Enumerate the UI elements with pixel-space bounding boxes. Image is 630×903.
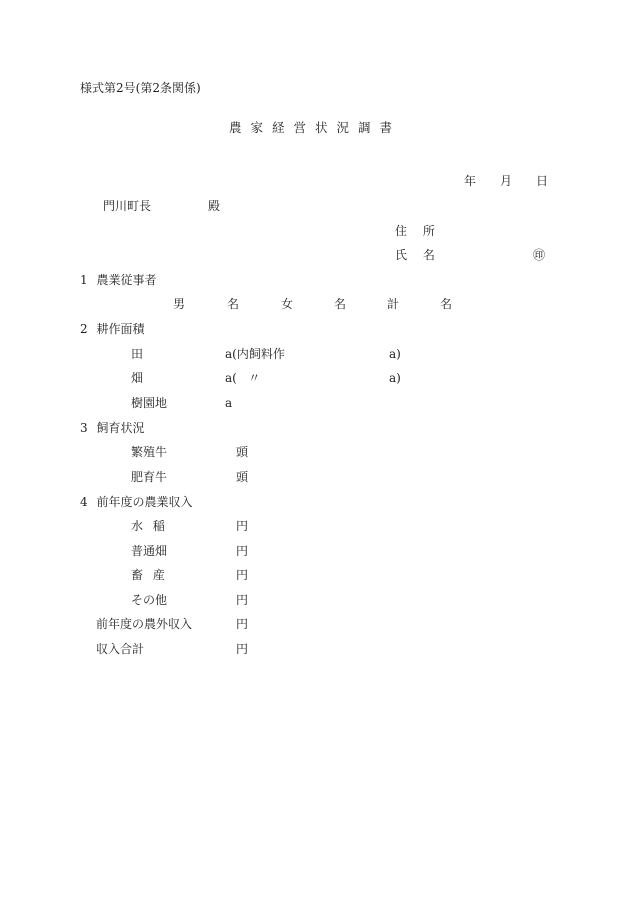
income-row-unit: 円 (236, 544, 249, 558)
other-income-label: 前年度の農外収入 (96, 617, 193, 631)
area-row-value: a(内飼料作 (225, 347, 285, 361)
date-year-label: 年 (464, 174, 477, 188)
livestock-row-unit: 頭 (236, 470, 249, 484)
income-row-unit: 円 (236, 593, 249, 607)
area-row-value: a (225, 396, 233, 410)
income-row-label: 水 稲 (131, 519, 168, 533)
area-row-end: a) (389, 371, 401, 385)
other-income-unit: 円 (236, 617, 249, 631)
address-label: 住 所 (395, 224, 441, 238)
area-row-value: a( 〃 (225, 371, 261, 385)
livestock-row-label: 肥育牛 (131, 470, 168, 484)
income-row-label: 普通畑 (131, 544, 168, 558)
workers-male-label: 男 (173, 297, 186, 311)
area-row-label: 樹園地 (131, 396, 168, 410)
workers-male-unit: 名 (227, 297, 240, 311)
income-row-label: その他 (131, 593, 168, 607)
form-number: 様式第2号(第2条関係) (80, 81, 201, 95)
income-row-unit: 円 (236, 519, 249, 533)
workers-total-unit: 名 (440, 297, 453, 311)
section-livestock-heading: 3 飼育状況 (80, 421, 145, 435)
section-income-heading: 4 前年度の農業収入 (80, 495, 193, 509)
page-title: 農家経営状況調書 (229, 120, 402, 135)
section-workers-heading: 1 農業従事者 (80, 273, 157, 287)
area-row-label: 田 (131, 347, 144, 361)
total-income-unit: 円 (236, 642, 249, 656)
addressee-honorific: 殿 (208, 199, 221, 213)
section-area-heading: 2 耕作面積 (80, 322, 145, 336)
addressee-name: 門川町長 (103, 199, 152, 213)
workers-female-label: 女 (281, 297, 294, 311)
income-row-label: 畜 産 (131, 568, 168, 582)
date-month-label: 月 (500, 174, 513, 188)
total-income-label: 収入合計 (96, 642, 145, 656)
name-label: 氏 名 (395, 248, 441, 262)
seal-mark: ㊞ (533, 248, 546, 262)
area-row-label: 畑 (131, 371, 144, 385)
livestock-row-unit: 頭 (236, 445, 249, 459)
area-row-end: a) (389, 347, 401, 361)
workers-total-label: 計 (387, 297, 400, 311)
income-row-unit: 円 (236, 568, 249, 582)
date-day-label: 日 (536, 174, 549, 188)
workers-female-unit: 名 (334, 297, 347, 311)
livestock-row-label: 繁殖牛 (131, 445, 168, 459)
